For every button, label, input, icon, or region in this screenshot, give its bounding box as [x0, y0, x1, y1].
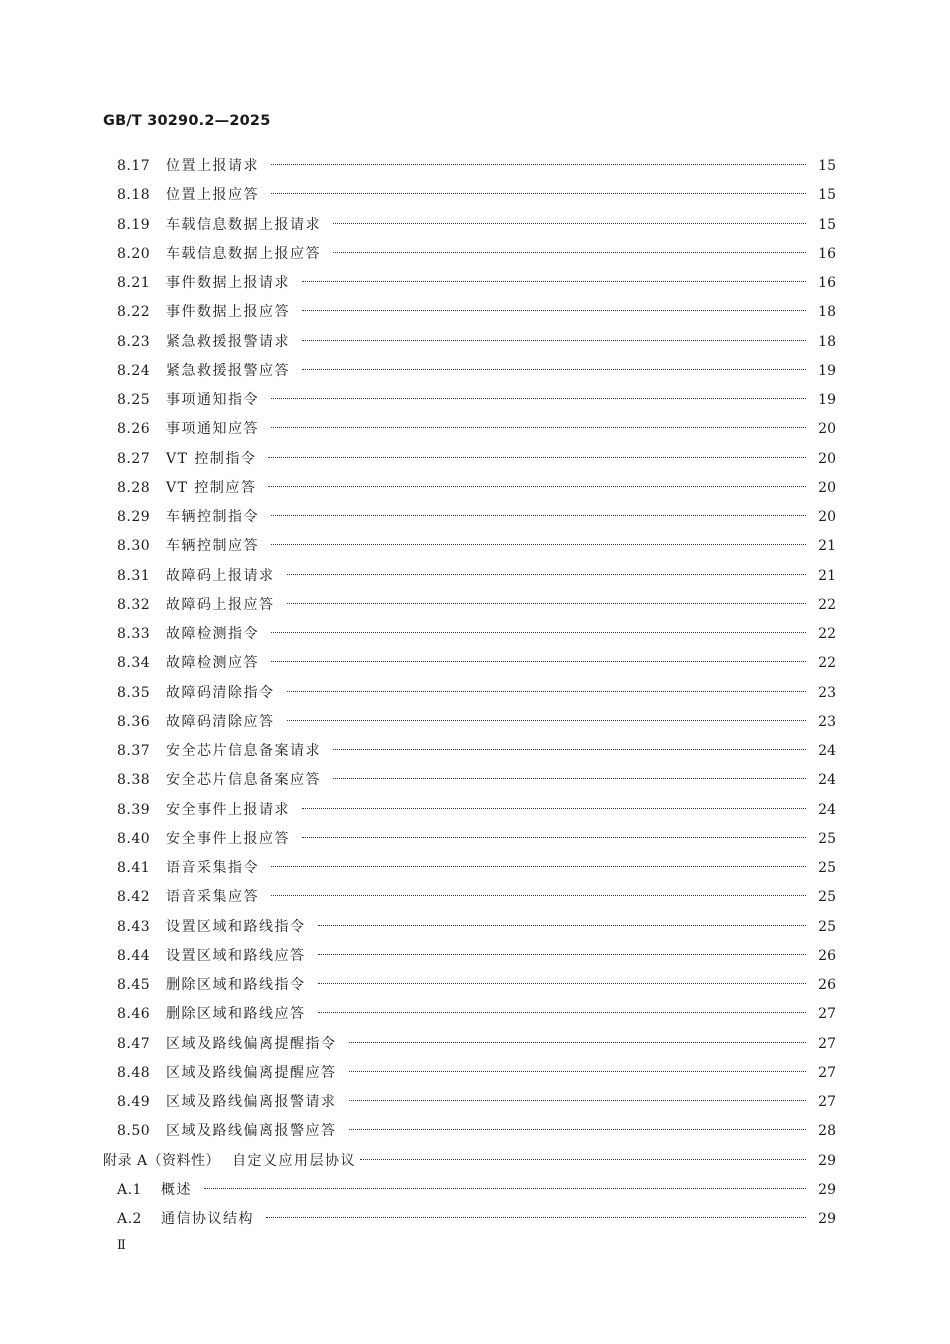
- toc-entry-title: 区域及路线偏离报警应答: [166, 1123, 337, 1140]
- toc-entry-number: 8.34: [117, 655, 151, 672]
- toc-entry-page: 25: [818, 830, 836, 847]
- toc-entry-a-2[interactable]: [117, 1205, 836, 1234]
- dot-leader: [302, 281, 806, 282]
- toc-entry-8-50[interactable]: [117, 1117, 836, 1146]
- toc-entry-8-33[interactable]: [117, 620, 836, 649]
- dot-leader: [302, 310, 806, 311]
- dot-leader: [318, 1012, 807, 1013]
- toc-entry-number: 8.29: [117, 509, 151, 525]
- dot-leader: [349, 1100, 807, 1101]
- toc-entry-title: VT 控制应答: [166, 479, 257, 496]
- toc-entry-number: 8.46: [117, 1006, 151, 1023]
- dot-leader: [271, 164, 806, 165]
- toc-entry-number: 8.50: [117, 1123, 151, 1140]
- toc-entry-title: 故障检测指令: [166, 626, 259, 642]
- toc-entry-page: 15: [818, 158, 836, 174]
- toc-entry-number: 8.42: [117, 889, 151, 906]
- toc-entry-8-34[interactable]: [117, 649, 836, 678]
- toc-entry-number: 8.43: [117, 918, 151, 935]
- toc-entry-page: 15: [818, 216, 836, 233]
- dot-leader: [302, 340, 806, 341]
- toc-entry-page: 27: [818, 1006, 836, 1023]
- toc-entry-title: 位置上报应答: [166, 187, 259, 204]
- toc-entry-8-43[interactable]: [117, 913, 836, 942]
- dot-leader: [271, 632, 806, 633]
- dot-leader: [204, 1188, 806, 1189]
- dot-leader: [333, 778, 806, 779]
- toc-entry-page: 26: [818, 947, 836, 964]
- toc-entry-8-41[interactable]: [117, 854, 836, 883]
- toc-entry-8-26[interactable]: [117, 415, 836, 444]
- toc-entry-title: 事项通知指令: [166, 392, 259, 408]
- toc-entry-title: 安全事件上报请求: [166, 801, 290, 818]
- dot-leader: [318, 954, 807, 955]
- toc-entry-title: 通信协议结构: [161, 1211, 254, 1227]
- toc-entry-title: 紧急救援报警请求: [166, 333, 290, 350]
- page-number: Ⅱ: [117, 1238, 126, 1253]
- dot-leader: [271, 661, 806, 662]
- toc-entry-title: 故障检测应答: [166, 655, 259, 672]
- toc-entry-8-28[interactable]: [117, 474, 836, 503]
- toc-entry-8-48[interactable]: [117, 1059, 836, 1088]
- toc-entry-8-45[interactable]: [117, 971, 836, 1000]
- toc-entry-page: 19: [818, 362, 836, 379]
- toc-entry-number: 8.19: [117, 216, 151, 233]
- dot-leader: [302, 837, 806, 838]
- dot-leader: [333, 223, 806, 224]
- toc-entry-title: 紧急救援报警应答: [166, 362, 290, 379]
- toc-entry-number: 8.45: [117, 977, 151, 993]
- toc-entry-title: 设置区域和路线应答: [166, 947, 306, 964]
- toc-entry-number: 8.44: [117, 947, 151, 964]
- toc-entry-appendix-a[interactable]: [103, 1147, 836, 1176]
- toc-entry-page: 25: [818, 918, 836, 935]
- toc-entry-number: 8.49: [117, 1094, 151, 1110]
- toc-entry-number: 8.33: [117, 626, 151, 642]
- toc-entry-number: 8.18: [117, 187, 151, 204]
- toc-entry-number: 8.41: [117, 860, 151, 876]
- dot-leader: [318, 925, 807, 926]
- toc-entry-title: 车辆控制应答: [166, 538, 259, 555]
- toc-entry-8-20[interactable]: [117, 240, 836, 269]
- toc-entry-page: 24: [818, 743, 836, 759]
- toc-entry-page: 22: [818, 596, 836, 613]
- toc-entry-number: 8.17: [117, 158, 151, 174]
- dot-leader: [349, 1071, 807, 1072]
- toc-entry-number: 8.25: [117, 392, 151, 408]
- toc-entry-page: 18: [818, 333, 836, 350]
- dot-leader: [268, 486, 806, 487]
- toc-entry-title: 故障码清除指令: [166, 684, 275, 701]
- dot-leader: [266, 1217, 806, 1218]
- toc-entry-page: 16: [818, 275, 836, 291]
- toc-entry-page: 23: [818, 684, 836, 701]
- toc-entry-title: 事件数据上报请求: [166, 275, 290, 291]
- toc-entry-page: 24: [818, 801, 836, 818]
- toc-entry-title: 车载信息数据上报请求: [166, 216, 321, 233]
- toc-entry-number: 8.40: [117, 830, 151, 847]
- toc-entry-8-49[interactable]: [117, 1088, 836, 1117]
- toc-entry-8-44[interactable]: [117, 942, 836, 971]
- toc-entry-number: 8.21: [117, 275, 151, 291]
- toc-entry-title: 区域及路线偏离提醒指令: [166, 1035, 337, 1052]
- toc-entry-8-19[interactable]: [117, 211, 836, 240]
- toc-entry-title: 语音采集指令: [166, 860, 259, 876]
- toc-entry-page: 23: [818, 713, 836, 730]
- dot-leader: [302, 808, 806, 809]
- toc-entry-8-40[interactable]: [117, 825, 836, 854]
- dot-leader: [287, 603, 807, 604]
- toc-entry-page: 22: [818, 626, 836, 642]
- toc-entry-8-42[interactable]: [117, 883, 836, 912]
- toc-entry-page: 29: [818, 1181, 836, 1198]
- dot-leader: [271, 193, 806, 194]
- toc-entry-page: 27: [818, 1094, 836, 1110]
- toc-entry-title: 事项通知应答: [166, 421, 259, 438]
- toc-entry-title: 故障码上报请求: [166, 567, 275, 584]
- dot-leader: [287, 691, 807, 692]
- toc-entry-page: 21: [818, 538, 836, 555]
- toc-entry-number: 8.20: [117, 245, 151, 262]
- toc-entry-8-22[interactable]: [117, 298, 836, 327]
- toc-entry-page: 25: [818, 889, 836, 906]
- toc-entry-page: 26: [818, 977, 836, 993]
- toc-entry-number: 8.27: [117, 450, 151, 467]
- toc-entry-a-1[interactable]: [117, 1176, 836, 1205]
- toc-entry-8-46[interactable]: [117, 1000, 836, 1029]
- toc-entry-8-29[interactable]: [117, 503, 836, 532]
- toc-entry-title: 安全事件上报应答: [166, 830, 290, 847]
- toc-entry-8-25[interactable]: [117, 386, 836, 415]
- toc-entry-number: 8.26: [117, 421, 151, 438]
- toc-entry-number: 8.36: [117, 713, 151, 730]
- toc-entry-8-23[interactable]: [117, 328, 836, 357]
- toc-entry-8-36[interactable]: [117, 708, 836, 737]
- toc-entry-page: 21: [818, 567, 836, 584]
- toc-entry-8-17[interactable]: [117, 152, 836, 181]
- toc-entry-number: 8.24: [117, 362, 151, 379]
- toc-entry-title: 位置上报请求: [166, 158, 259, 174]
- dot-leader: [271, 544, 806, 545]
- toc-entry-number: 8.37: [117, 743, 151, 759]
- toc-entry-page: 20: [818, 450, 836, 467]
- toc-entry-number: A.2: [117, 1211, 142, 1227]
- toc-entry-8-37[interactable]: [117, 737, 836, 766]
- dot-leader: [287, 720, 807, 721]
- dot-leader: [271, 398, 806, 399]
- toc-entry-page: 29: [818, 1211, 836, 1227]
- toc-entry-number: 8.22: [117, 304, 151, 321]
- toc-entry-number: 附录 A（资料性）: [103, 1152, 221, 1169]
- dot-leader: [333, 252, 806, 253]
- toc-entry-title: 自定义应用层协议: [232, 1152, 357, 1169]
- dot-leader: [271, 866, 806, 867]
- toc-entry-title: 事件数据上报应答: [166, 304, 290, 321]
- dot-leader: [360, 1159, 806, 1160]
- toc-entry-title: VT 控制指令: [166, 450, 257, 467]
- dot-leader: [287, 574, 807, 575]
- toc-entry-number: 8.28: [117, 479, 151, 496]
- toc-entry-page: 20: [818, 421, 836, 438]
- toc-entry-page: 24: [818, 772, 836, 789]
- toc-entry-title: 车载信息数据上报应答: [166, 245, 321, 262]
- toc-entry-number: A.1: [117, 1181, 142, 1198]
- toc-entry-page: 20: [818, 479, 836, 496]
- toc-entry-8-18[interactable]: [117, 181, 836, 210]
- toc-entry-page: 15: [818, 187, 836, 204]
- toc-entry-number: 8.32: [117, 596, 151, 613]
- toc-entry-8-38[interactable]: [117, 766, 836, 795]
- dot-leader: [271, 515, 806, 516]
- toc-entry-8-31[interactable]: [117, 562, 836, 591]
- toc-entry-8-32[interactable]: [117, 591, 836, 620]
- dot-leader: [302, 369, 806, 370]
- dot-leader: [271, 427, 806, 428]
- toc-entry-8-35[interactable]: [117, 679, 836, 708]
- toc-entry-8-30[interactable]: [117, 532, 836, 561]
- toc-entry-number: 8.39: [117, 801, 151, 818]
- toc-entry-number: 8.48: [117, 1064, 151, 1081]
- toc-entry-title: 删除区域和路线应答: [166, 1006, 306, 1023]
- toc-entry-title: 安全芯片信息备案请求: [166, 743, 321, 759]
- toc-entry-title: 故障码清除应答: [166, 713, 275, 730]
- toc-entry-page: 28: [818, 1123, 836, 1140]
- toc-entry-8-21[interactable]: [117, 269, 836, 298]
- toc-entry-page: 19: [818, 392, 836, 408]
- toc-entry-page: 29: [818, 1152, 836, 1169]
- toc-entry-title: 车辆控制指令: [166, 509, 259, 525]
- toc-entry-page: 25: [818, 860, 836, 876]
- toc-entry-number: 8.38: [117, 772, 151, 789]
- toc-entry-title: 概述: [161, 1181, 192, 1198]
- toc-entry-title: 设置区域和路线指令: [166, 918, 306, 935]
- document-standard-number: GB/T 30290.2—2025: [103, 113, 271, 129]
- toc-entry-title: 区域及路线偏离提醒应答: [166, 1064, 337, 1081]
- dot-leader: [349, 1042, 807, 1043]
- toc-entry-page: 27: [818, 1035, 836, 1052]
- dot-leader: [333, 749, 806, 750]
- toc-entry-8-39[interactable]: [117, 796, 836, 825]
- toc-entry-number: 8.47: [117, 1035, 151, 1052]
- toc-entry-8-24[interactable]: [117, 357, 836, 386]
- dot-leader: [268, 457, 806, 458]
- toc-entry-number: 8.30: [117, 538, 151, 555]
- toc-entry-page: 27: [818, 1064, 836, 1081]
- toc-entry-number: 8.35: [117, 684, 151, 701]
- toc-entry-number: 8.23: [117, 333, 151, 350]
- toc-entry-8-47[interactable]: [117, 1030, 836, 1059]
- toc-entry-title: 删除区域和路线指令: [166, 977, 306, 993]
- toc-entry-page: 16: [818, 245, 836, 262]
- dot-leader: [318, 983, 807, 984]
- dot-leader: [349, 1129, 807, 1130]
- toc-entry-page: 20: [818, 509, 836, 525]
- toc-entry-title: 语音采集应答: [166, 889, 259, 906]
- toc-entry-title: 故障码上报应答: [166, 596, 275, 613]
- toc-entry-page: 18: [818, 304, 836, 321]
- toc-entry-number: 8.31: [117, 567, 151, 584]
- toc-entry-title: 安全芯片信息备案应答: [166, 772, 321, 789]
- toc-entry-8-27[interactable]: [117, 445, 836, 474]
- toc-entry-title: 区域及路线偏离报警请求: [166, 1094, 337, 1110]
- dot-leader: [271, 895, 806, 896]
- toc-entry-page: 22: [818, 655, 836, 672]
